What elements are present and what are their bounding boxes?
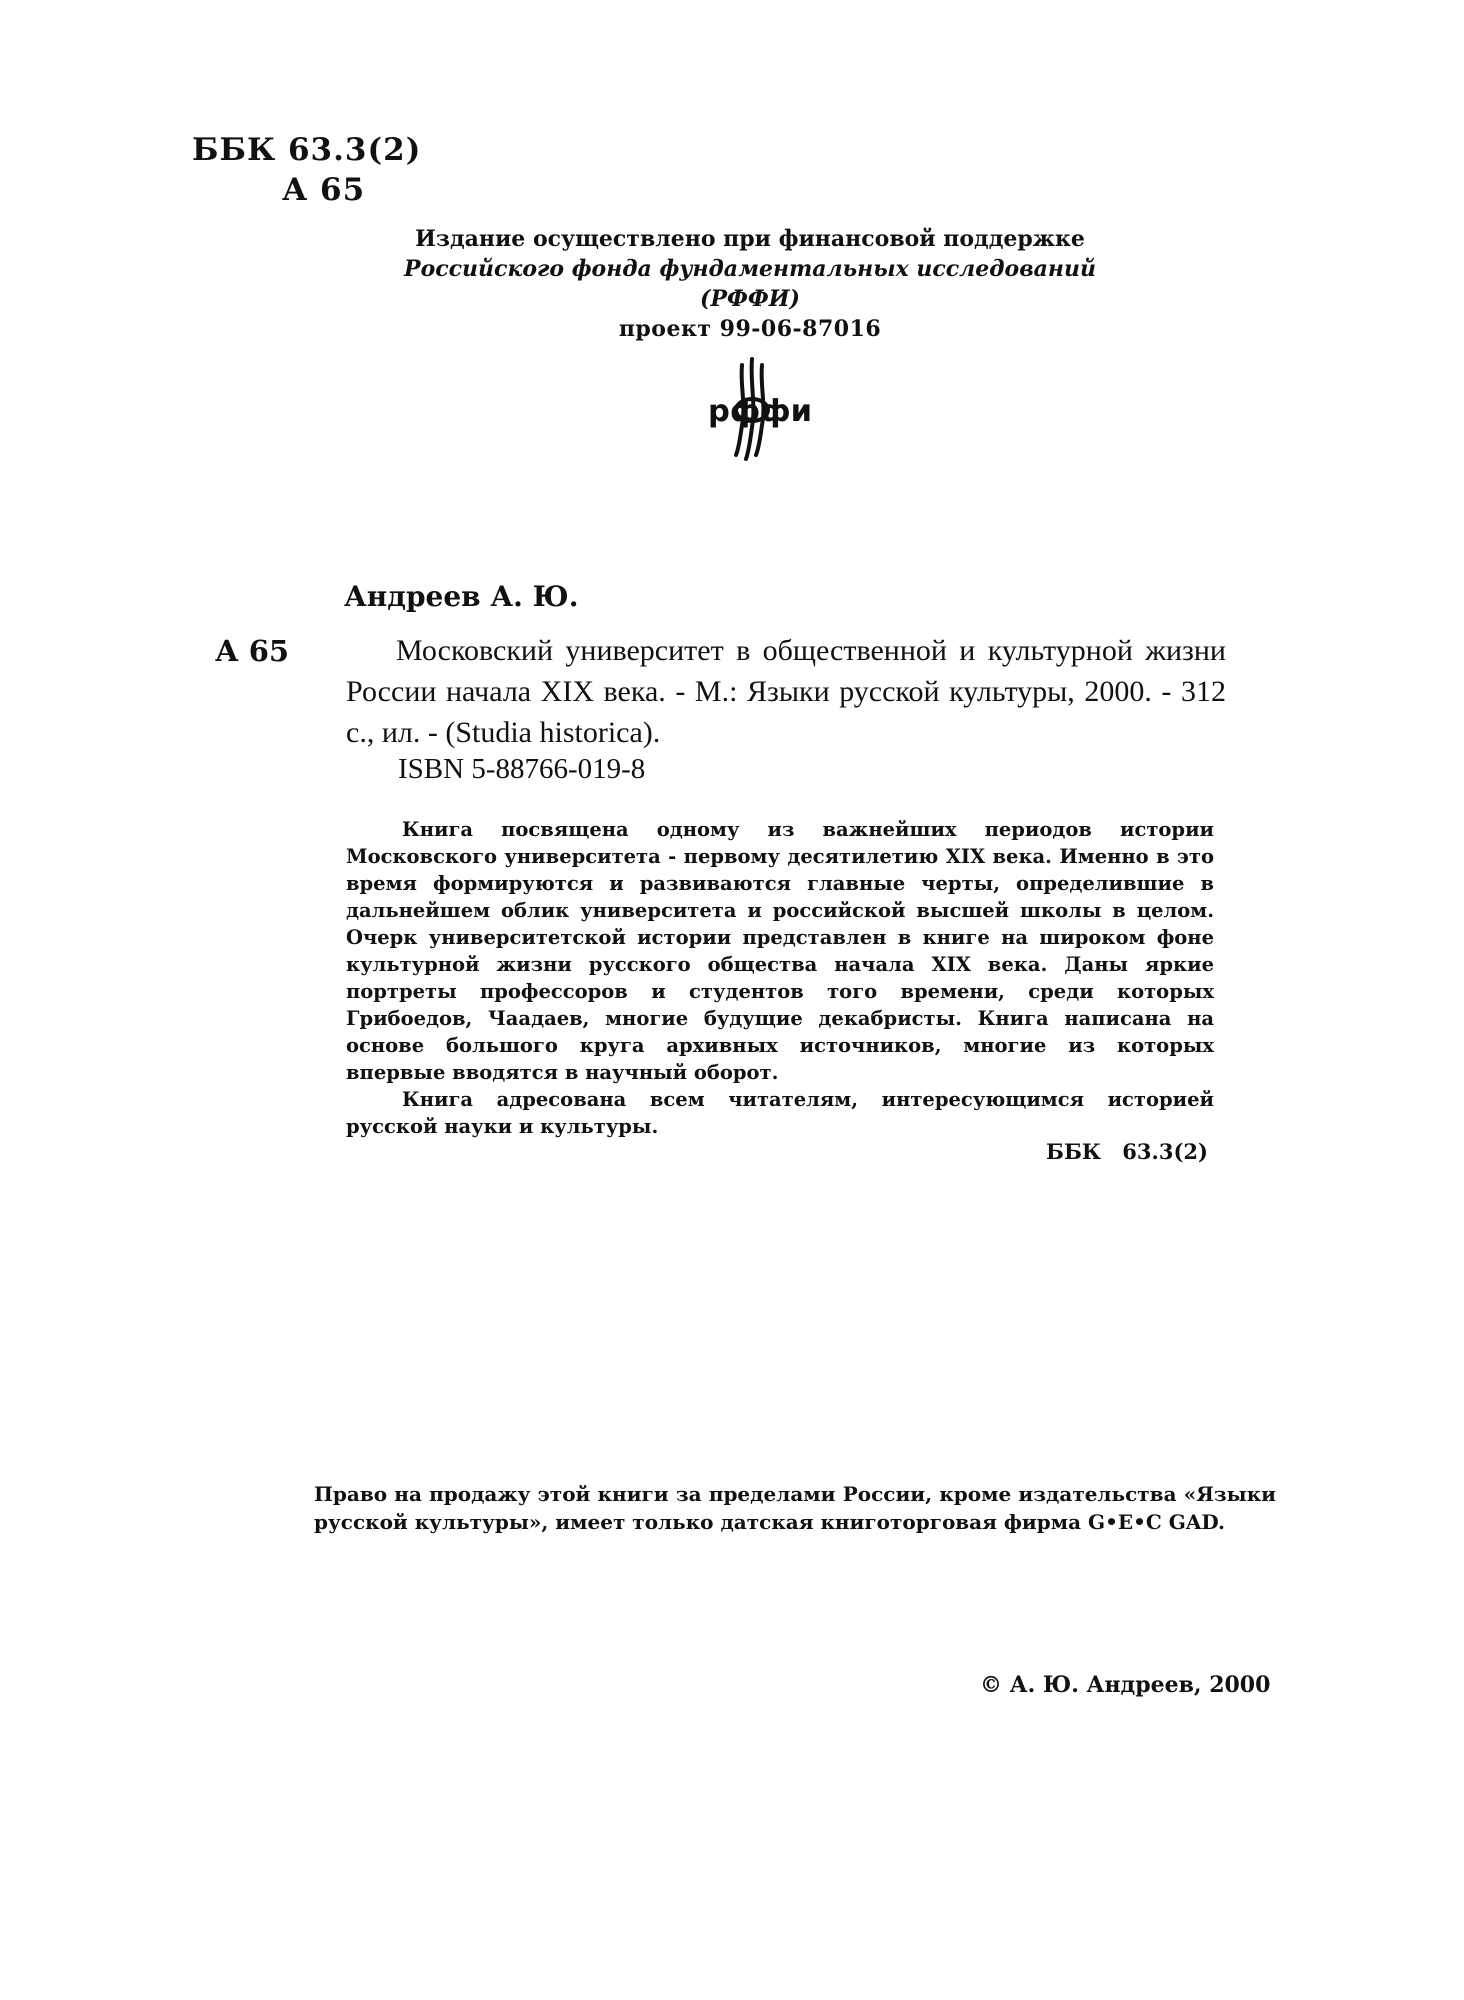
sales-rights-notice: Право на продажу этой книги за пределами России, кроме издательства «Языки русской культуры», имеет только датская книготорговая фирма G•E•C GAD. xyxy=(314,1482,1276,1534)
author-heading: Андреев А. Ю. xyxy=(344,580,579,613)
rffi-logo xyxy=(700,355,820,465)
rffi-logo-icon xyxy=(700,355,820,465)
bbk-label: ББК xyxy=(192,132,277,168)
funding-project-number: проект 99-06-87016 xyxy=(618,316,882,342)
funding-line-1: Издание осуществлено при финансовой поддержке xyxy=(415,226,1085,252)
copyright-notice: © А. Ю. Андреев, 2000 xyxy=(980,1672,1271,1698)
bbk-bottom: ББК 63.3(2) xyxy=(1046,1139,1208,1164)
abstract xyxy=(346,816,1214,1140)
bbk-code: 63.3(2) xyxy=(287,132,422,168)
bbk-classification xyxy=(192,130,421,210)
isbn: ISBN 5-88766-019-8 xyxy=(398,753,646,785)
author-mark: А 65 xyxy=(282,172,366,208)
bibliographic-description: Московский университет в общественной и культурной жизни России начала XIX века. - М.: Языки русской культуры, 2000. - 312 с., ил. - (Studia historica). xyxy=(346,634,1226,749)
abstract-paragraph: Книга посвящена одному из важнейших периодов истории Московского университета - первому десятилетию XIX века. Именно в это время формируются и развиваются главные черты, определившие в дальнейшем облик университета и российской высшей школы в целом. Очерк университетской истории представлен в книге на широком фоне культурной жизни русского общества начала XIX века. Даны яркие портреты профессоров и студентов того времени, среди которых Грибоедов, Чаадаев, многие будущие декабристы. Книга написана на основе большого круга архивных источников, многие из которых впервые вводятся в научный оборот. xyxy=(346,818,1214,1084)
abstract-paragraph: Книга адресована всем читателям, интересующимся историей русской науки и культуры. xyxy=(346,1088,1214,1138)
funding-line-3: (РФФИ) xyxy=(700,286,800,312)
rffi-logo-text: рффи xyxy=(708,394,812,429)
funding-notice xyxy=(400,224,1100,344)
bbk-line xyxy=(192,130,421,170)
catalog-index: А 65 xyxy=(215,634,290,668)
funding-line-2: Российского фонда фундаментальных исследований xyxy=(404,256,1096,282)
